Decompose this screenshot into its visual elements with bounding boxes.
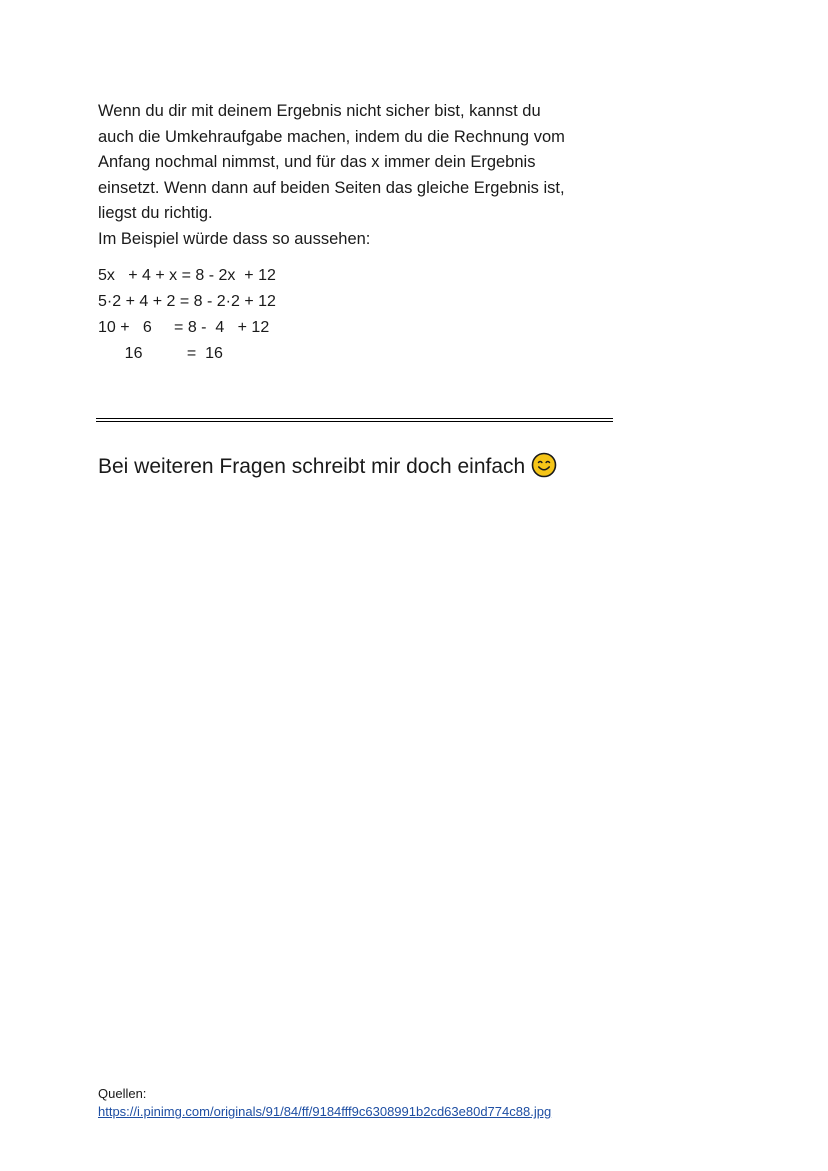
intro-line: Im Beispiel würde dass so aussehen: <box>98 229 371 248</box>
intro-line: auch die Umkehraufgabe machen, indem du die Rechnung vom <box>98 127 565 146</box>
equation-line-3: 10 + 6 = 8 - 4 + 12 <box>98 319 270 336</box>
equation-line-4: 16 = 16 <box>98 345 223 362</box>
equation-line-2: 5·2 + 4 + 2 = 8 - 2·2 + 12 <box>98 293 276 310</box>
intro-line: einsetzt. Wenn dann auf beiden Seiten das gleiche Ergebnis ist, <box>98 178 565 197</box>
intro-line: Anfang nochmal nimmst, und für das x immer dein Ergebnis <box>98 153 536 172</box>
closing-text: Bei weiteren Fragen schreibt mir doch einfach <box>98 455 526 478</box>
closing-sentence <box>98 452 557 481</box>
intro-paragraph <box>98 99 618 253</box>
double-divider <box>96 418 613 422</box>
intro-line: liegst du richtig. <box>98 204 213 223</box>
equation-line-1: 5x + 4 + x = 8 - 2x + 12 <box>98 267 276 284</box>
source-link[interactable]: https://i.pinimg.com/originals/91/84/ff/9184fff9c6308991b2cd63e80d774c88.jpg <box>98 1104 552 1119</box>
sources-label: Quellen: <box>98 1086 147 1101</box>
smiling-face-icon <box>531 452 557 478</box>
sources-section <box>98 1085 551 1121</box>
intro-line: Wenn du dir mit deinem Ergebnis nicht sicher bist, kannst du <box>98 102 541 120</box>
